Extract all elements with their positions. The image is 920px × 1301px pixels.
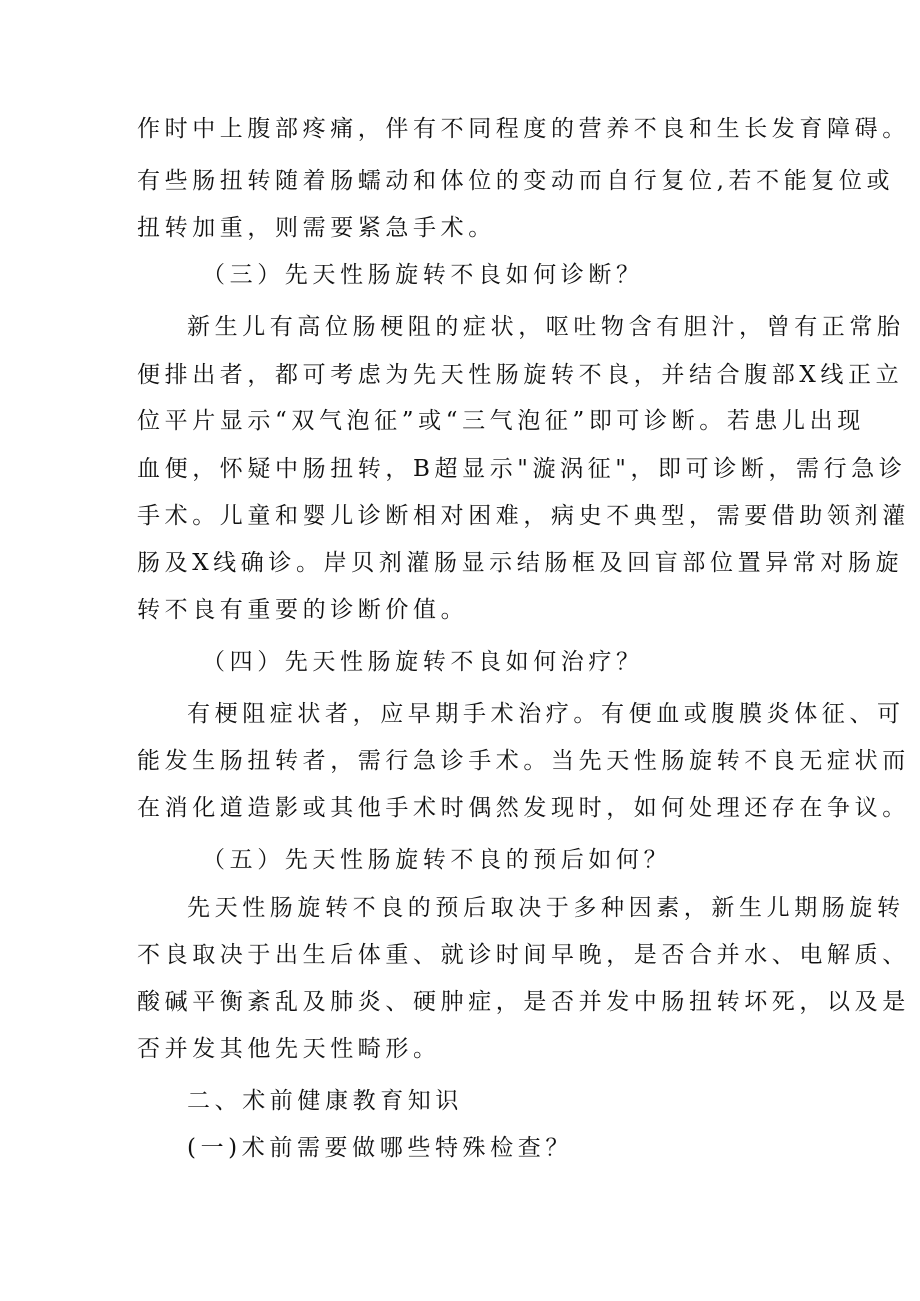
paragraph-line: 新生儿有高位肠梗阻的症状，呕吐物含有胆汁，曾有正常胎 (187, 314, 905, 340)
paragraph-line: 肠及X线确诊。岸贝剂灌肠显示结肠框及回盲部位置异常对肠旋 (137, 550, 904, 576)
paragraph-line: 作时中上腹部疼痛，伴有不同程度的营养不良和生长发育障碍。 (137, 116, 910, 142)
section-heading-treatment: （四）先天性肠旋转不良如何治疗？ (202, 649, 644, 675)
paragraph-line: 不良取决于出生后体重、就诊时间早晚，是否合并水、电解质、 (137, 942, 910, 968)
paragraph-line: 位平片显示“双气泡征”或“三气泡征”即可诊断。若患儿出现 (137, 408, 865, 434)
section-heading-prognosis: （五）先天性肠旋转不良的预后如何？ (202, 847, 672, 873)
paragraph-line: 酸碱平衡紊乱及肺炎、硬肿症，是否并发中肠扭转坏死，以及是 (137, 989, 910, 1015)
paragraph-line: 血便，怀疑中肠扭转，B超显示"漩涡征"，即可诊断，需行急诊 (137, 456, 907, 482)
section-heading-preop-education: 二、术前健康教育知识 (187, 1088, 463, 1114)
paragraph-line: 扭转加重，则需要紧急手术。 (137, 215, 496, 241)
subsection-heading-special-exams: (一)术前需要做哪些特殊检查？ (187, 1135, 573, 1161)
paragraph-line: 手术。儿童和婴儿诊断相对困难，病史不典型，需要借助领剂灌 (137, 503, 910, 529)
section-heading-diagnosis: （三）先天性肠旋转不良如何诊断？ (202, 262, 644, 288)
paragraph-line: 转不良有重要的诊断价值。 (137, 597, 469, 623)
paragraph-line: 能发生肠扭转者，需行急诊手术。当先天性肠旋转不良无症状而 (137, 748, 910, 774)
paragraph-line: 有梗阻症状者，应早期手术治疗。有便血或腹膜炎体征、可 (187, 701, 905, 727)
paragraph-line: 否并发其他先天性畸形。 (137, 1036, 441, 1062)
paragraph-line: 有些肠扭转随着肠蠕动和体位的变动而自行复位,若不能复位或 (137, 168, 895, 194)
paragraph-line: 便排出者，都可考虑为先天性肠旋转不良，并结合腹部X线正立 (137, 362, 904, 388)
paragraph-line: 在消化道造影或其他手术时偶然发现时，如何处理还存在争议。 (137, 795, 910, 821)
paragraph-line: 先天性肠旋转不良的预后取决于多种因素，新生儿期肠旋转 (187, 895, 905, 921)
